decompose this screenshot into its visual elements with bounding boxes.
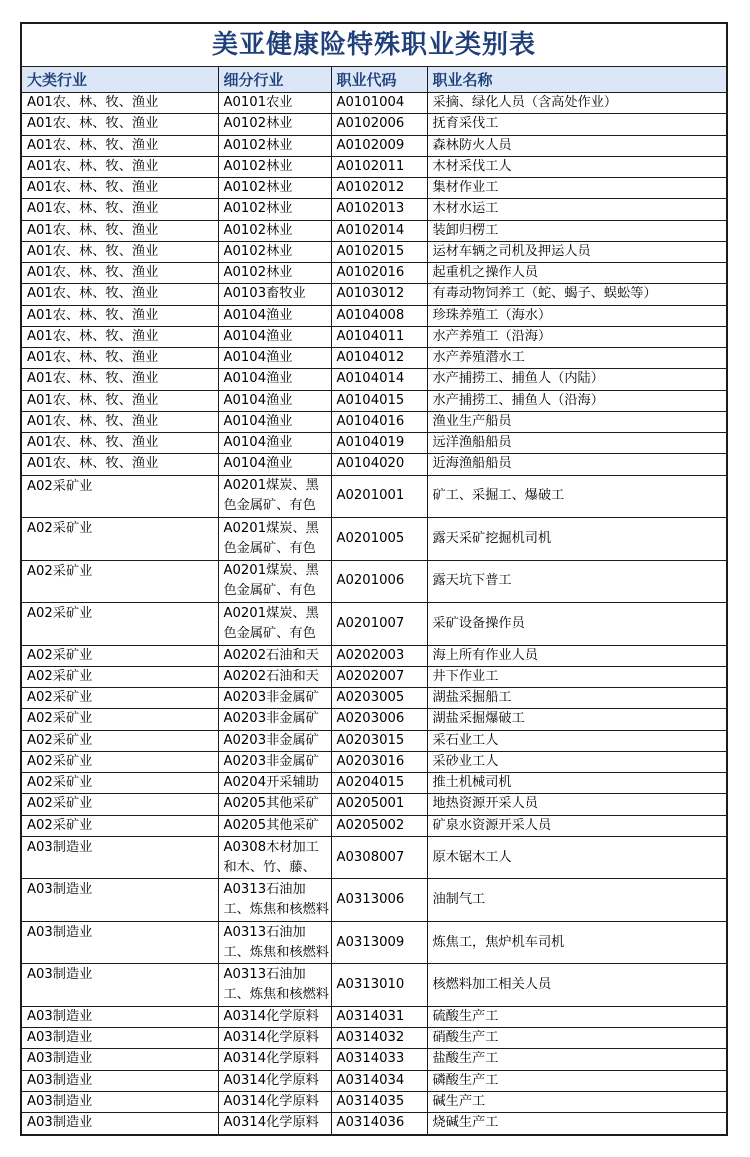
occupation-code-cell: A0314035 xyxy=(331,1091,427,1112)
subcategory-cell: A0201煤炭、黑色金属矿、有色 xyxy=(218,560,331,603)
header-occupation-name: 职业名称 xyxy=(427,67,726,93)
subcategory-cell: A0104渔业 xyxy=(218,390,331,411)
occupation-code-cell: A0203015 xyxy=(331,730,427,751)
occupation-code-cell: A0102013 xyxy=(331,199,427,220)
subcategory-cell: A0201煤炭、黑色金属矿、有色 xyxy=(218,603,331,646)
occupation-code-cell: A0102014 xyxy=(331,220,427,241)
category-cell: A01农、林、牧、渔业 xyxy=(22,305,218,326)
subcategory-cell: A0104渔业 xyxy=(218,305,331,326)
occupation-name-cell: 地热资源开采人员 xyxy=(427,794,726,815)
table-row xyxy=(22,156,726,177)
subcategory-cell: A0104渔业 xyxy=(218,433,331,454)
subcategory-cell: A0201煤炭、黑色金属矿、有色 xyxy=(218,475,331,518)
occupation-name-cell: 矿泉水资源开采人员 xyxy=(427,815,726,836)
occupation-name-cell: 装卸归楞工 xyxy=(427,220,726,241)
occupation-code-cell: A0314033 xyxy=(331,1049,427,1070)
category-cell: A03制造业 xyxy=(22,921,218,964)
occupation-code-cell: A0201001 xyxy=(331,475,427,518)
table-header-row xyxy=(22,67,726,93)
subcategory-cell: A0102林业 xyxy=(218,263,331,284)
occupation-name-cell: 盐酸生产工 xyxy=(427,1049,726,1070)
occupation-name-cell: 烧碱生产工 xyxy=(427,1113,726,1134)
table-row xyxy=(22,836,726,879)
occupation-name-cell: 湖盐采掘爆破工 xyxy=(427,709,726,730)
occupation-code-cell: A0104015 xyxy=(331,390,427,411)
category-cell: A02采矿业 xyxy=(22,815,218,836)
occupation-code-cell: A0205002 xyxy=(331,815,427,836)
occupation-name-cell: 采矿设备操作员 xyxy=(427,603,726,646)
occupation-name-cell: 采摘、绿化人员（含高处作业） xyxy=(427,93,726,114)
table-row xyxy=(22,1113,726,1134)
subcategory-cell: A0203非金属矿 xyxy=(218,688,331,709)
occupation-code-cell: A0201006 xyxy=(331,560,427,603)
occupation-code-cell: A0203016 xyxy=(331,751,427,772)
category-cell: A03制造业 xyxy=(22,1113,218,1134)
category-cell: A01农、林、牧、渔业 xyxy=(22,326,218,347)
category-cell: A01农、林、牧、渔业 xyxy=(22,135,218,156)
occupation-code-cell: A0104016 xyxy=(331,411,427,432)
table-row xyxy=(22,390,726,411)
table-row xyxy=(22,411,726,432)
table-row xyxy=(22,348,726,369)
occupation-name-cell: 远洋渔船船员 xyxy=(427,433,726,454)
table-row xyxy=(22,751,726,772)
occupation-name-cell: 采砂业工人 xyxy=(427,751,726,772)
subcategory-cell: A0102林业 xyxy=(218,199,331,220)
occupation-name-cell: 原木锯木工人 xyxy=(427,836,726,879)
occupation-code-cell: A0203006 xyxy=(331,709,427,730)
category-cell: A02采矿业 xyxy=(22,666,218,687)
table-row xyxy=(22,921,726,964)
occupation-name-cell: 炼焦工，焦炉机车司机 xyxy=(427,921,726,964)
occupation-name-cell: 推土机械司机 xyxy=(427,773,726,794)
table-row xyxy=(22,730,726,751)
category-cell: A01农、林、牧、渔业 xyxy=(22,263,218,284)
subcategory-cell: A0101农业 xyxy=(218,93,331,114)
occupation-code-cell: A0103012 xyxy=(331,284,427,305)
subcategory-cell: A0102林业 xyxy=(218,156,331,177)
subcategory-cell: A0201煤炭、黑色金属矿、有色 xyxy=(218,518,331,561)
occupation-name-cell: 硫酸生产工 xyxy=(427,1006,726,1027)
occupation-code-cell: A0314034 xyxy=(331,1070,427,1091)
occupation-code-cell: A0201005 xyxy=(331,518,427,561)
table-body xyxy=(22,93,726,1134)
category-cell: A01农、林、牧、渔业 xyxy=(22,369,218,390)
occupation-code-cell: A0104014 xyxy=(331,369,427,390)
category-cell: A02采矿业 xyxy=(22,794,218,815)
occupation-name-cell: 海上所有作业人员 xyxy=(427,645,726,666)
occupation-code-cell: A0104012 xyxy=(331,348,427,369)
occupation-name-cell: 水产养殖工（沿海） xyxy=(427,326,726,347)
occupation-name-cell: 森林防火人员 xyxy=(427,135,726,156)
table-row xyxy=(22,1091,726,1112)
category-cell: A02采矿业 xyxy=(22,730,218,751)
subcategory-cell: A0203非金属矿 xyxy=(218,709,331,730)
subcategory-cell: A0104渔业 xyxy=(218,411,331,432)
subcategory-cell: A0313石油加工、炼焦和核燃料 xyxy=(218,964,331,1007)
occupation-name-cell: 露天采矿挖掘机司机 xyxy=(427,518,726,561)
category-cell: A03制造业 xyxy=(22,1028,218,1049)
occupation-name-cell: 有毒动物饲养工（蛇、蝎子、蜈蚣等） xyxy=(427,284,726,305)
category-cell: A03制造业 xyxy=(22,1091,218,1112)
table-row xyxy=(22,815,726,836)
category-cell: A01农、林、牧、渔业 xyxy=(22,114,218,135)
occupation-code-cell: A0205001 xyxy=(331,794,427,815)
category-cell: A02采矿业 xyxy=(22,518,218,561)
table-row xyxy=(22,964,726,1007)
occupation-code-cell: A0102012 xyxy=(331,178,427,199)
category-cell: A02采矿业 xyxy=(22,560,218,603)
table-row xyxy=(22,1070,726,1091)
occupation-name-cell: 集材作业工 xyxy=(427,178,726,199)
subcategory-cell: A0314化学原料 xyxy=(218,1006,331,1027)
category-cell: A03制造业 xyxy=(22,836,218,879)
table-row xyxy=(22,709,726,730)
subcategory-cell: A0314化学原料 xyxy=(218,1070,331,1091)
table-row xyxy=(22,263,726,284)
occupation-code-cell: A0313010 xyxy=(331,964,427,1007)
occupation-table-sheet xyxy=(20,22,728,1136)
category-cell: A03制造业 xyxy=(22,1006,218,1027)
subcategory-cell: A0202石油和天 xyxy=(218,666,331,687)
table-row xyxy=(22,135,726,156)
occupation-code-cell: A0203005 xyxy=(331,688,427,709)
occupation-code-cell: A0102009 xyxy=(331,135,427,156)
occupation-name-cell: 油制气工 xyxy=(427,879,726,922)
table-row xyxy=(22,326,726,347)
subcategory-cell: A0205其他采矿 xyxy=(218,794,331,815)
header-category: 大类行业 xyxy=(22,67,218,93)
subcategory-cell: A0205其他采矿 xyxy=(218,815,331,836)
header-occupation-code: 职业代码 xyxy=(331,67,427,93)
occupation-code-cell: A0104020 xyxy=(331,454,427,475)
subcategory-cell: A0204开采辅助 xyxy=(218,773,331,794)
occupation-name-cell: 渔业生产船员 xyxy=(427,411,726,432)
subcategory-cell: A0102林业 xyxy=(218,178,331,199)
table-row xyxy=(22,241,726,262)
occupation-name-cell: 核燃料加工相关人员 xyxy=(427,964,726,1007)
occupation-name-cell: 湖盐采掘船工 xyxy=(427,688,726,709)
occupation-code-cell: A0104011 xyxy=(331,326,427,347)
subcategory-cell: A0102林业 xyxy=(218,220,331,241)
table-row xyxy=(22,560,726,603)
occupation-code-cell: A0102016 xyxy=(331,263,427,284)
occupation-code-cell: A0104019 xyxy=(331,433,427,454)
category-cell: A02采矿业 xyxy=(22,751,218,772)
occupation-name-cell: 运材车辆之司机及押运人员 xyxy=(427,241,726,262)
occupation-code-cell: A0202007 xyxy=(331,666,427,687)
header-subcategory: 细分行业 xyxy=(218,67,331,93)
occupation-code-cell: A0102006 xyxy=(331,114,427,135)
page-title: 美亚健康险特殊职业类别表 xyxy=(22,24,726,67)
occupation-name-cell: 水产捕捞工、捕鱼人（内陆） xyxy=(427,369,726,390)
subcategory-cell: A0102林业 xyxy=(218,114,331,135)
category-cell: A02采矿业 xyxy=(22,688,218,709)
table-row xyxy=(22,879,726,922)
category-cell: A02采矿业 xyxy=(22,709,218,730)
subcategory-cell: A0104渔业 xyxy=(218,326,331,347)
occupation-code-cell: A0202003 xyxy=(331,645,427,666)
category-cell: A01农、林、牧、渔业 xyxy=(22,156,218,177)
subcategory-cell: A0202石油和天 xyxy=(218,645,331,666)
category-cell: A01农、林、牧、渔业 xyxy=(22,454,218,475)
table-row xyxy=(22,794,726,815)
table-row xyxy=(22,475,726,518)
subcategory-cell: A0314化学原料 xyxy=(218,1028,331,1049)
occupation-name-cell: 珍珠养殖工（海水） xyxy=(427,305,726,326)
table-row xyxy=(22,369,726,390)
occupation-name-cell: 木材采伐工人 xyxy=(427,156,726,177)
category-cell: A01农、林、牧、渔业 xyxy=(22,284,218,305)
category-cell: A03制造业 xyxy=(22,1070,218,1091)
subcategory-cell: A0102林业 xyxy=(218,241,331,262)
subcategory-cell: A0102林业 xyxy=(218,135,331,156)
category-cell: A03制造业 xyxy=(22,1049,218,1070)
table-row xyxy=(22,284,726,305)
table-row xyxy=(22,1006,726,1027)
occupation-name-cell: 近海渔船船员 xyxy=(427,454,726,475)
occupation-name-cell: 露天坑下普工 xyxy=(427,560,726,603)
subcategory-cell: A0104渔业 xyxy=(218,369,331,390)
category-cell: A01农、林、牧、渔业 xyxy=(22,390,218,411)
occupation-name-cell: 碱生产工 xyxy=(427,1091,726,1112)
category-cell: A03制造业 xyxy=(22,879,218,922)
occupation-code-cell: A0204015 xyxy=(331,773,427,794)
occupation-name-cell: 水产养殖潜水工 xyxy=(427,348,726,369)
category-cell: A01农、林、牧、渔业 xyxy=(22,348,218,369)
table-row xyxy=(22,433,726,454)
subcategory-cell: A0313石油加工、炼焦和核燃料 xyxy=(218,879,331,922)
occupation-code-cell: A0104008 xyxy=(331,305,427,326)
category-cell: A02采矿业 xyxy=(22,475,218,518)
category-cell: A02采矿业 xyxy=(22,773,218,794)
category-cell: A02采矿业 xyxy=(22,645,218,666)
category-cell: A01农、林、牧、渔业 xyxy=(22,199,218,220)
table-row xyxy=(22,114,726,135)
occupation-code-cell: A0201007 xyxy=(331,603,427,646)
occupation-name-cell: 硝酸生产工 xyxy=(427,1028,726,1049)
subcategory-cell: A0308木材加工和木、竹、藤、 xyxy=(218,836,331,879)
occupation-name-cell: 采石业工人 xyxy=(427,730,726,751)
occupation-name-cell: 水产捕捞工、捕鱼人（沿海） xyxy=(427,390,726,411)
table-row xyxy=(22,305,726,326)
subcategory-cell: A0314化学原料 xyxy=(218,1049,331,1070)
table-row xyxy=(22,603,726,646)
occupation-code-cell: A0314036 xyxy=(331,1113,427,1134)
table-row xyxy=(22,454,726,475)
subcategory-cell: A0203非金属矿 xyxy=(218,751,331,772)
subcategory-cell: A0103畜牧业 xyxy=(218,284,331,305)
table-row xyxy=(22,199,726,220)
occupation-name-cell: 磷酸生产工 xyxy=(427,1070,726,1091)
occupation-table xyxy=(22,67,726,1134)
subcategory-cell: A0203非金属矿 xyxy=(218,730,331,751)
category-cell: A02采矿业 xyxy=(22,603,218,646)
table-row xyxy=(22,178,726,199)
table-row xyxy=(22,1049,726,1070)
table-row xyxy=(22,645,726,666)
table-row xyxy=(22,93,726,114)
category-cell: A01农、林、牧、渔业 xyxy=(22,178,218,199)
occupation-code-cell: A0308007 xyxy=(331,836,427,879)
occupation-code-cell: A0102015 xyxy=(331,241,427,262)
category-cell: A01农、林、牧、渔业 xyxy=(22,433,218,454)
category-cell: A01农、林、牧、渔业 xyxy=(22,220,218,241)
occupation-code-cell: A0102011 xyxy=(331,156,427,177)
subcategory-cell: A0313石油加工、炼焦和核燃料 xyxy=(218,921,331,964)
occupation-name-cell: 矿工、采掘工、爆破工 xyxy=(427,475,726,518)
table-row xyxy=(22,1028,726,1049)
occupation-name-cell: 井下作业工 xyxy=(427,666,726,687)
occupation-code-cell: A0101004 xyxy=(331,93,427,114)
occupation-code-cell: A0314031 xyxy=(331,1006,427,1027)
occupation-name-cell: 抚育采伐工 xyxy=(427,114,726,135)
category-cell: A01农、林、牧、渔业 xyxy=(22,93,218,114)
subcategory-cell: A0104渔业 xyxy=(218,348,331,369)
occupation-code-cell: A0314032 xyxy=(331,1028,427,1049)
table-row xyxy=(22,220,726,241)
subcategory-cell: A0104渔业 xyxy=(218,454,331,475)
occupation-code-cell: A0313009 xyxy=(331,921,427,964)
occupation-name-cell: 起重机之操作人员 xyxy=(427,263,726,284)
occupation-code-cell: A0313006 xyxy=(331,879,427,922)
subcategory-cell: A0314化学原料 xyxy=(218,1113,331,1134)
table-row xyxy=(22,666,726,687)
category-cell: A01农、林、牧、渔业 xyxy=(22,411,218,432)
table-row xyxy=(22,773,726,794)
subcategory-cell: A0314化学原料 xyxy=(218,1091,331,1112)
category-cell: A03制造业 xyxy=(22,964,218,1007)
category-cell: A01农、林、牧、渔业 xyxy=(22,241,218,262)
table-row xyxy=(22,518,726,561)
table-row xyxy=(22,688,726,709)
occupation-name-cell: 木材水运工 xyxy=(427,199,726,220)
